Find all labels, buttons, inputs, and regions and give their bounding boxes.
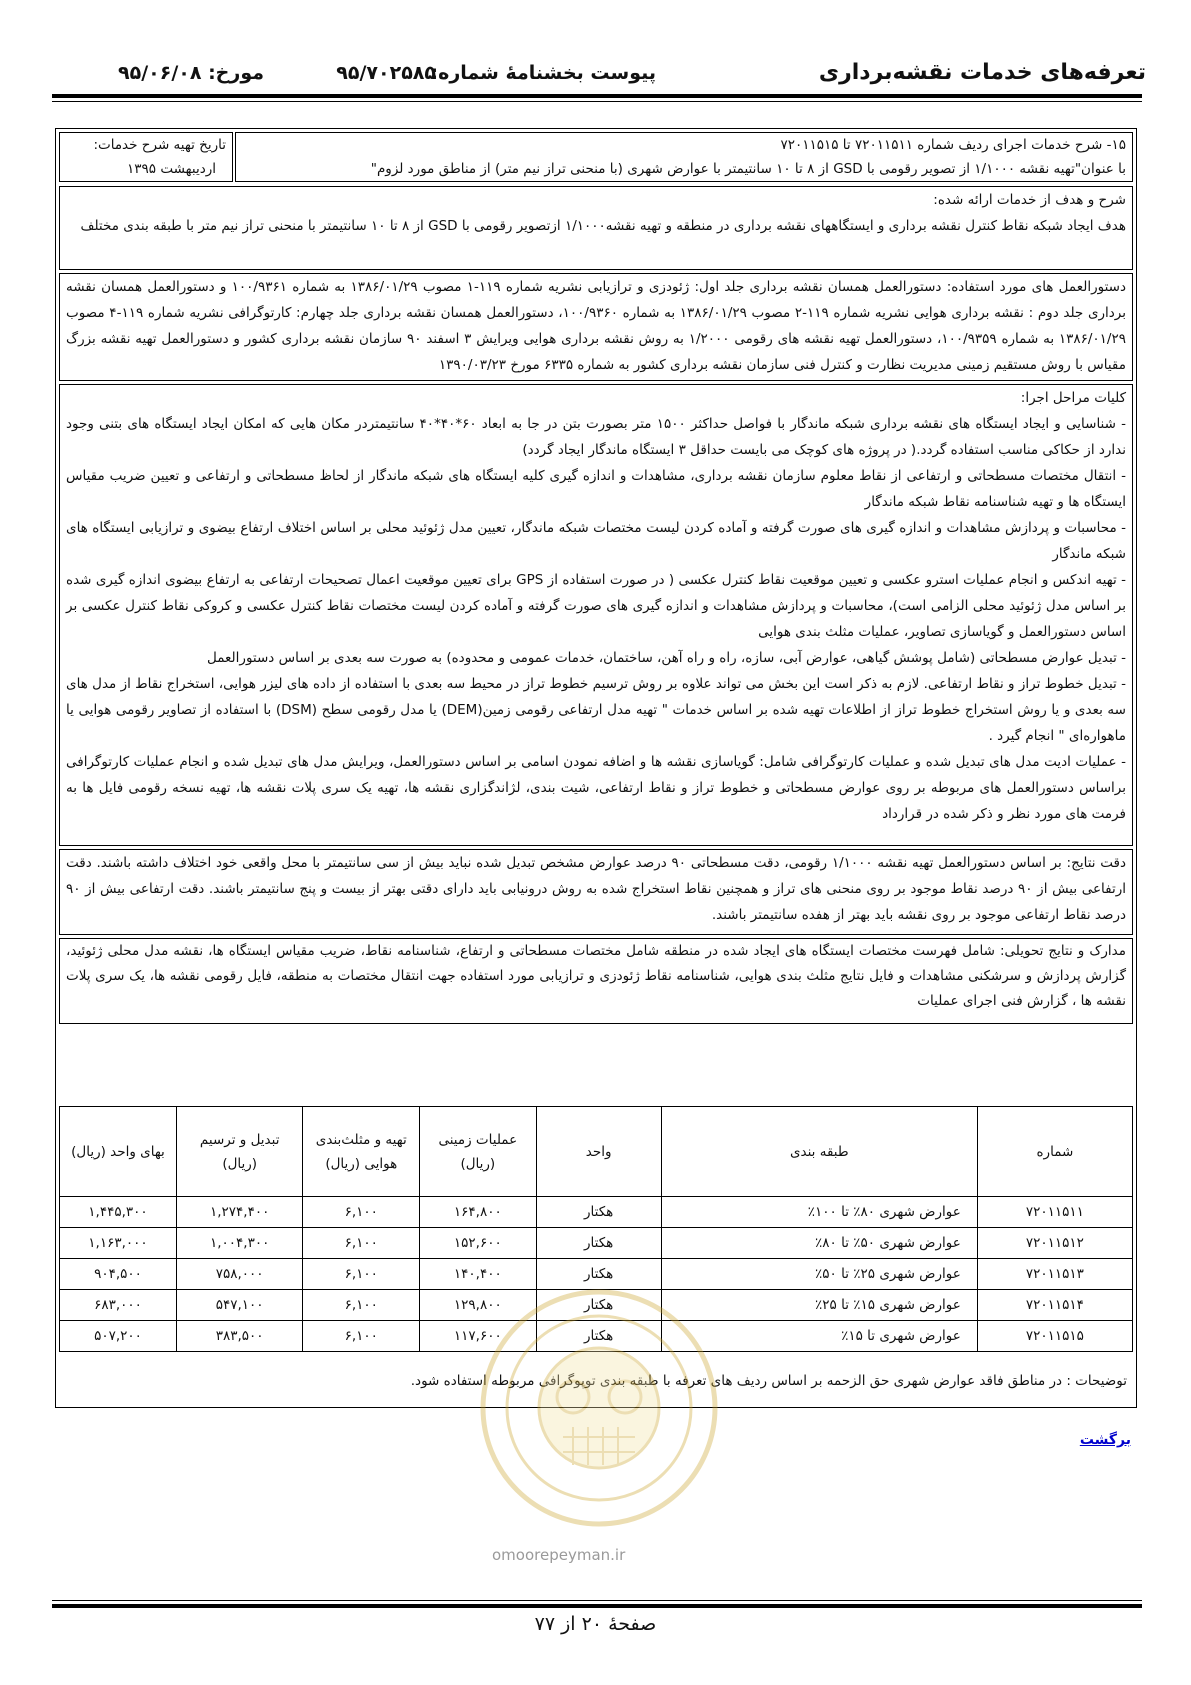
row-price: ۹۰۴,۵۰۰	[60, 1259, 177, 1290]
row-number: ۷۲۰۱۱۵۱۲	[977, 1228, 1132, 1259]
row-plotting: ۱,۰۰۴,۳۰۰	[176, 1228, 302, 1259]
step-item: - تبدیل خطوط تراز و نقاط ارتفاعی. لازم به ذکر است این بخش می تواند علاوه بر روش ترسیم خطوط تراز در محیط سه بعدی با استفاده از داده های لیزر هوایی، استخراج نقاط از مدل های سه بعدی و یا روش استخراج خطوط تراز از اطلاعات تهیه شده بر اساس خدمات " تهیه مدل ارتفاعی رقومی زمین(DEM) یا مدل رقومی سطح (DSM) با استفاده از تصاویر رقومی هوایی یا ماهواره‌ای " انجام گیرد .	[66, 676, 1126, 744]
row-unit: هکتار	[536, 1321, 661, 1352]
service-title-box	[235, 132, 1133, 182]
row-price: ۱,۴۴۵,۳۰۰	[60, 1197, 177, 1228]
header-date: مورخ: ۹۵/۰۶/۰۸	[118, 62, 264, 84]
table-row	[60, 1197, 1133, 1228]
service-title-line2: با عنوان"تهیه نقشه ۱/۱۰۰۰ از تصویر رقومی با GSD از ۸ تا ۱۰ سانتیمتر با عوارض شهری (با منحنی تراز نیم متر) از مناطق مورد لزوم"	[370, 161, 1126, 177]
prep-date-label: تاریخ تهیه شرح خدمات:	[93, 137, 226, 153]
deliverables-text: مدارک و نتایج تحویلی: شامل فهرست مختصات ایستگاه های ایجاد شده در منطقه شامل مختصات مسطحاتی و ارتفاع، شناسنامه نقاط، ضریب مقیاس ایستگاه ها، نقشه مدل محلی ژئوئید، گزارش پردازش و سرشکنی مشاهدات و فایل نتایج مثلث بندی هوایی، شناسنامه نقاط ژئودزی و ترازیابی مورد استفاده جهت انتقال مختصات به منطقه، فایل رقومی نقشه ها، یک سری پلات نقشه ها ، گزارش فنی اجرای عملیات	[66, 943, 1126, 1009]
row-price: ۵۰۷,۲۰۰	[60, 1321, 177, 1352]
watermark-text: omoorepeyman.ir	[492, 1546, 626, 1564]
service-title-line1: ۱۵- شرح خدمات اجرای ردیف شماره ۷۲۰۱۱۵۱۱ تا ۷۲۰۱۱۵۱۵	[780, 137, 1126, 153]
row-ground: ۱۲۹,۸۰۰	[420, 1290, 536, 1321]
row-number: ۷۲۰۱۱۵۱۵	[977, 1321, 1132, 1352]
deliverables-box	[59, 938, 1133, 1024]
footer-rule-thick	[52, 1604, 1142, 1608]
row-plotting: ۱,۲۷۴,۴۰۰	[176, 1197, 302, 1228]
step-item: - عملیات ادیت مدل های تبدیل شده و عملیات کارتوگرافی شامل: گویاسازی نقشه ها و اضافه نمودن اسامی بر اساس دستورالعمل، ویرایش مدل های تبدیل شده و انجام عملیات کارتوگرافی براساس دستورالعمل های مربوطه بر روی عوارض مسطحاتی و خطوط تراز و نقاط ارتفاعی، شیت بندی، لژاندگزاری نقشه ها، تهیه یک سری پلات نقشه ها، تهیه نسخه رقومی فایل ها به فرمت های مورد نظر و ذکر شده در قرارداد	[66, 754, 1126, 822]
step-item: - انتقال مختصات مسطحاتی و ارتفاعی از نقاط معلوم سازمان نقشه برداری، مشاهدات و اندازه گیری کلیه ایستگاه های شبکه ماندگار از لحاظ مسطحاتی و ارتفاعی و تعیین ضریب مقیاس ایستگاه ها و تهیه شناسنامه نقاط شبکه ماندگار	[66, 468, 1126, 510]
col-category-header: طبقه بندی	[661, 1107, 977, 1197]
col-aerial-header: تهیه و مثلث‌بندی هوایی (ریال)	[303, 1107, 420, 1197]
step-item: - شناسایی و ایجاد ایستگاه های نقشه برداری شبکه ماندگار با فواصل حداکثر ۱۵۰۰ متر بصورت بتن در جا به ابعاد ۶۰*۴۰*۴۰ سانتیمتردر مکان هایی که امکان ایجاد ایستگاه های بتنی وجود ندارد از حکاکی مناسب استفاده گردد.( در پروژه های کوچک می بایست حداقل ۳ ایستگاه ماندگار ایجاد گردد)	[66, 416, 1126, 458]
row-category: عوارض شهری ۲۵٪ تا ۵۰٪	[661, 1259, 977, 1290]
row-category: عوارض شهری تا ۱۵٪	[661, 1321, 977, 1352]
row-unit: هکتار	[536, 1197, 661, 1228]
page-number: صفحهٔ ۲۰ از ۷۷	[534, 1613, 657, 1635]
col-unit-header: واحد	[536, 1107, 661, 1197]
row-ground: ۱۵۲,۶۰۰	[420, 1228, 536, 1259]
header-rule-thick	[52, 94, 1142, 98]
table-row	[60, 1259, 1133, 1290]
header-title: تعرفه‌های خدمات نقشه‌برداری	[818, 60, 1146, 85]
manuals-box	[59, 273, 1133, 381]
steps-box	[59, 384, 1133, 846]
col-unit-price-header: بهای واحد (ریال)	[60, 1107, 177, 1197]
step-item: - محاسبات و پردازش مشاهدات و اندازه گیری های صورت گرفته و آماده کردن لیست مختصات شبکه ماندگار، تعیین مدل ژئوئید محلی بر اساس اختلاف ارتفاع بیضوی و ترازیابی ایستگاه های شبکه ماندگار	[66, 520, 1126, 562]
table-note: توضیحات : در مناطق فاقد عوارض شهری حق الزحمه بر اساس ردیف های تعرفه با طبقه بندی توپوگرافی مربوطه استفاده شود.	[410, 1373, 1127, 1389]
goal-heading: شرح و هدف از خدمات ارائه شده:	[933, 192, 1126, 208]
col-ground-header: عملیات زمینی (ریال)	[420, 1107, 536, 1197]
row-plotting: ۷۵۸,۰۰۰	[176, 1259, 302, 1290]
row-category: عوارض شهری ۱۵٪ تا ۲۵٪	[661, 1290, 977, 1321]
row-price: ۶۸۳,۰۰۰	[60, 1290, 177, 1321]
row-unit: هکتار	[536, 1228, 661, 1259]
row-price: ۱,۱۶۳,۰۰۰	[60, 1228, 177, 1259]
goal-box	[59, 186, 1133, 270]
accuracy-box	[59, 849, 1133, 935]
row-aerial: ۶,۱۰۰	[303, 1228, 420, 1259]
header-rule-thin	[52, 101, 1142, 102]
accuracy-text: دقت نتایج: بر اساس دستورالعمل تهیه نقشه ۱/۱۰۰۰ رقومی، دقت مسطحاتی ۹۰ درصد عوارض مشخص تبدیل شده نباید بیش از سی سانتیمتر با محل واقعی خود اختلاف داشته باشند. دقت ارتفاعی بیش از ۹۰ درصد نقاط موجود بر روی منحنی های تراز و همچنین نقاط استخراج شده به روش درونیابی باید دارای دقتی بهتر از بیست و پنج سانتیمتر باشند. دقت ارتفاعی بیش از ۹۰ درصد نقاط ارتفاعی موجود بر روی نقشه باید بهتر از هفده سانتیمتر باشند.	[66, 855, 1127, 923]
header-attachment-label: پیوست بخشنامۀ شماره:	[430, 62, 656, 84]
prep-date-value: اردیبهشت ۱۳۹۵	[127, 161, 216, 177]
back-link[interactable]: برگشت	[1079, 1432, 1131, 1448]
prep-date-box	[59, 132, 233, 182]
col-number-header: شماره	[977, 1107, 1132, 1197]
step-item: - تهیه اندکس و انجام عملیات استرو عکسی و تعیین موقعیت نقاط کنترل عکسی ( در صورت استفاده از GPS برای تعیین موقعیت اعمال تصحیحات ارتفاعی به ارتفاع بیضوی اندازه گیری شده بر اساس مدل ژئوئید محلی الزامی است)، محاسبات و پردازش مشاهدات و اندازه گیری های صورت گرفته و آماده کردن لیست مختصات نقاط کنترل عکسی و کروکی نقاط کنترل عکسی بر اساس دستورالعمل و گویاسازی تصاویر، عملیات مثلث بندی هوایی	[66, 572, 1126, 640]
row-ground: ۱۱۷,۶۰۰	[420, 1321, 536, 1352]
seal-watermark-icon	[478, 1287, 720, 1529]
header-circular-number: ۹۵/۷۰۲۵۸۵	[336, 62, 436, 84]
row-number: ۷۲۰۱۱۵۱۱	[977, 1197, 1132, 1228]
row-plotting: ۵۴۷,۱۰۰	[176, 1290, 302, 1321]
row-unit: هکتار	[536, 1259, 661, 1290]
goal-text: هدف ایجاد شبکه نقاط کنترل نقشه برداری و ایستگاههای نقشه برداری در منطقه و تهیه نقشه۱/۱۰۰۰ ازتصویر رقومی با GSD از ۸ تا ۱۰ سانتیمتر با منحنی تراز نیم متر با طبقه بندی مختلف	[80, 218, 1126, 234]
row-plotting: ۳۸۳,۵۰۰	[176, 1321, 302, 1352]
row-ground: ۱۴۰,۴۰۰	[420, 1259, 536, 1290]
step-item: - تبدیل عوارض مسطحاتی (شامل پوشش گیاهی، عوارض آبی، سازه، راه و راه آهن، ساختمان، خدمات عمومی و محدوده) به صورت سه بعدی بر اساس دستورالعمل	[207, 650, 1126, 666]
row-number: ۷۲۰۱۱۵۱۴	[977, 1290, 1132, 1321]
row-aerial: ۶,۱۰۰	[303, 1290, 420, 1321]
footer-rule-thin	[52, 1600, 1142, 1601]
col-plotting-header: تبدیل و ترسیم (ریال)	[176, 1107, 302, 1197]
row-ground: ۱۶۴,۸۰۰	[420, 1197, 536, 1228]
manuals-text: دستورالعمل های مورد استفاده: دستورالعمل همسان نقشه برداری جلد اول: ژئودزی و ترازیابی نشریه شماره ۱۱۹-۱ مصوب ۱۳۸۶/۰۱/۲۹ به شماره ۱۰۰/۹۳۶۱ و دستورالعمل همسان نقشه برداری جلد دوم : نقشه برداری هوایی نشریه شماره ۱۱۹-۲ مصوب ۱۳۸۶/۰۱/۲۹ به شماره ۱۰۰/۹۳۶۰، دستورالعمل همسان نقشه برداری جلد چهارم: کارتوگرافی نشریه شماره ۱۱۹-۴ مصوب ۱۳۸۶/۰۱/۲۹ به شماره ۱۰۰/۹۳۵۹، دستورالعمل تهیه نقشه های رقومی ۱/۲۰۰۰ به روش نقشه برداری هوایی ویرایش ۳ اسفند ۹۰ سازمان نقشه برداری کشور و دستورالعمل تهیه نقشه بزرگ مقیاس با روش مستقیم زمینی مدیریت نظارت و کنترل فنی سازمان نقشه برداری کشور به شماره ۶۳۳۵ مورخ ۱۳۹۰/۰۳/۲۳	[66, 279, 1126, 373]
page-header	[118, 60, 1146, 90]
row-category: عوارض شهری ۵۰٪ تا ۸۰٪	[661, 1228, 977, 1259]
row-unit: هکتار	[536, 1290, 661, 1321]
steps-heading: کلیات مراحل اجرا:	[1020, 390, 1126, 406]
row-category: عوارض شهری ۸۰٪ تا ۱۰۰٪	[661, 1197, 977, 1228]
row-aerial: ۶,۱۰۰	[303, 1259, 420, 1290]
table-header-row	[60, 1107, 1133, 1197]
row-number: ۷۲۰۱۱۵۱۳	[977, 1259, 1132, 1290]
table-row	[60, 1228, 1133, 1259]
row-aerial: ۶,۱۰۰	[303, 1197, 420, 1228]
row-aerial: ۶,۱۰۰	[303, 1321, 420, 1352]
